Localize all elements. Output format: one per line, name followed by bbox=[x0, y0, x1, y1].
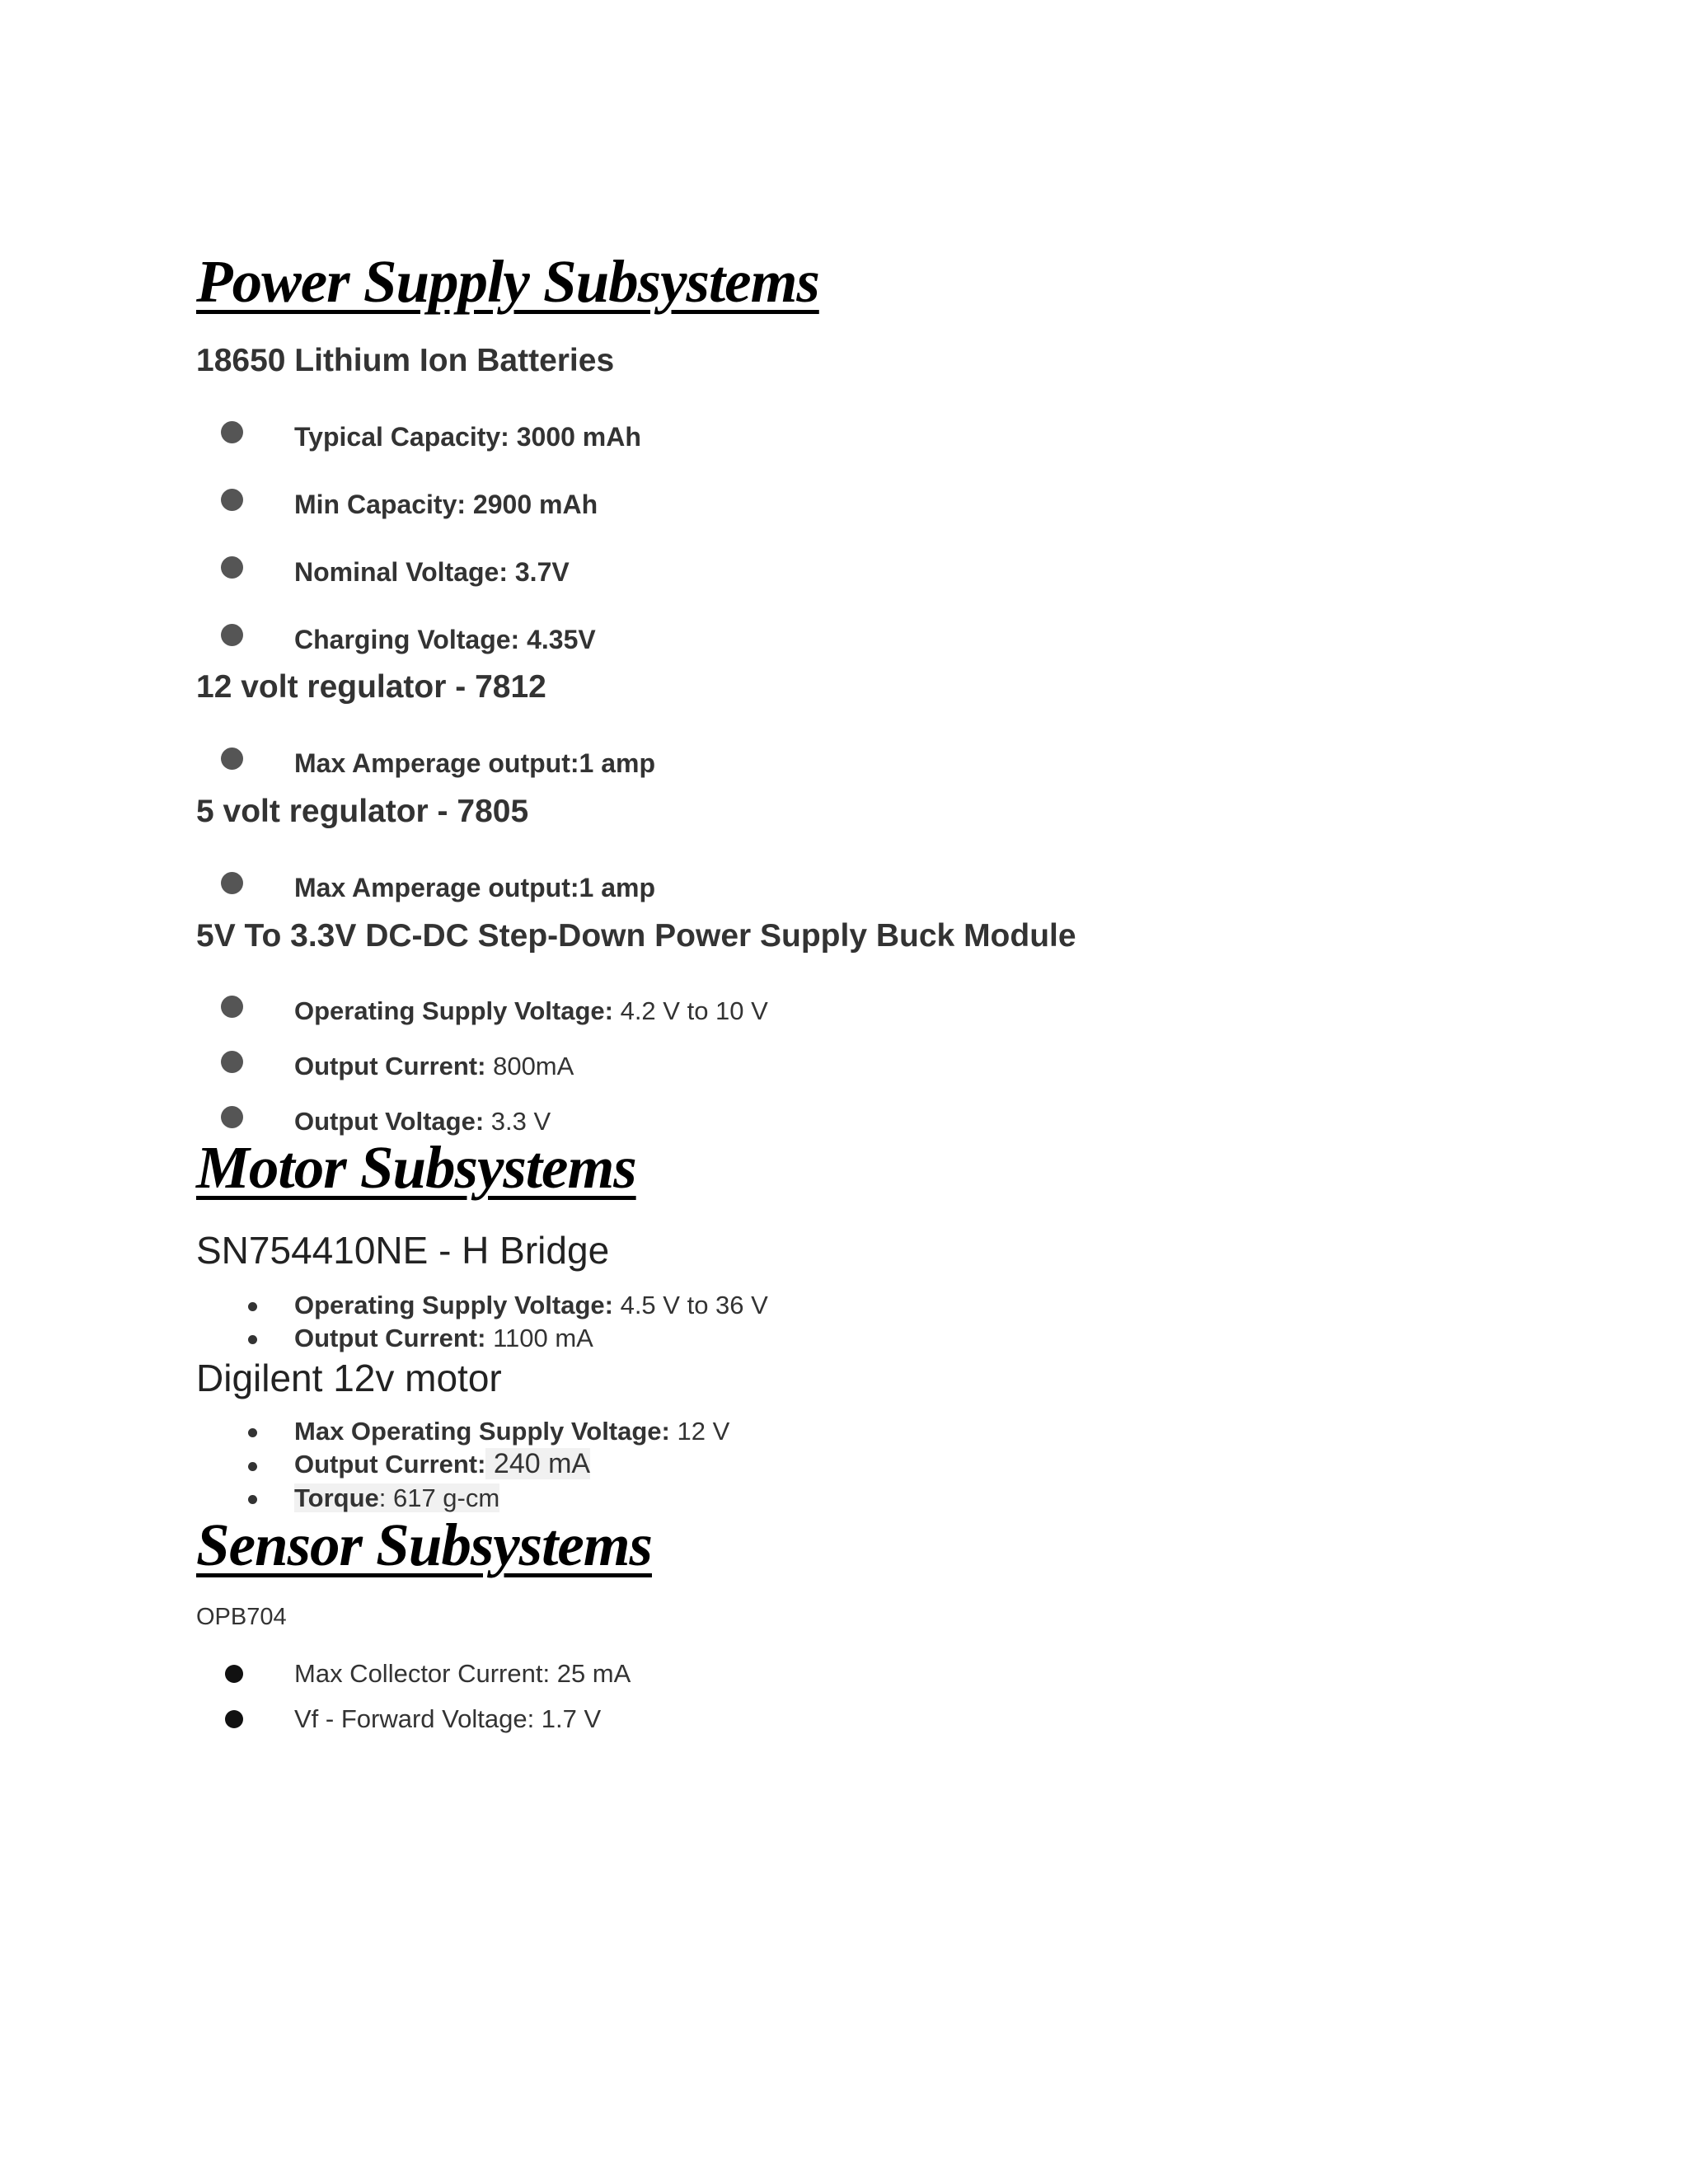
spec-value: 3.3 V bbox=[484, 1107, 551, 1136]
spec-label: Output Voltage: bbox=[294, 1107, 485, 1136]
buck-spec-item bbox=[294, 1107, 551, 1137]
reg5-spec-item: Max Amperage output:1 amp bbox=[294, 873, 655, 902]
hbridge-spec-item bbox=[294, 1291, 768, 1320]
spec-value: 4.2 V to 10 V bbox=[612, 996, 768, 1025]
heading-buck: 5V To 3.3V DC-DC Step-Down Power Supply Buck Module bbox=[196, 918, 1076, 954]
bullet-icon bbox=[248, 1428, 257, 1437]
heading-opb704: OPB704 bbox=[196, 1604, 287, 1630]
buck-spec-item bbox=[294, 1052, 574, 1081]
spec-value: 12 V bbox=[669, 1417, 730, 1446]
motor-spec-item bbox=[294, 1417, 729, 1446]
spec-value: : 617 g-cm bbox=[378, 1483, 500, 1512]
bullet-icon bbox=[221, 1051, 243, 1073]
section-title-motor: Motor Subsystems bbox=[196, 1134, 636, 1201]
section-title-sensor: Sensor Subsystems bbox=[196, 1511, 652, 1578]
spec-label: Torque bbox=[294, 1483, 379, 1512]
battery-spec-item: Nominal Voltage: 3.7V bbox=[294, 557, 570, 587]
heading-hbridge: SN754410NE - H Bridge bbox=[196, 1229, 610, 1272]
spec-label: Operating Supply Voltage: bbox=[294, 1291, 613, 1319]
bullet-icon bbox=[221, 489, 243, 511]
spec-value: 4.5 V to 36 V bbox=[612, 1291, 768, 1319]
sensor-spec-item: Max Collector Current: 25 mA bbox=[294, 1659, 631, 1688]
bullet-icon bbox=[248, 1462, 257, 1471]
battery-spec-item: Typical Capacity: 3000 mAh bbox=[294, 422, 641, 452]
heading-batteries: 18650 Lithium Ion Batteries bbox=[196, 343, 615, 378]
hbridge-spec-item bbox=[294, 1324, 593, 1353]
motor-spec-item bbox=[294, 1448, 590, 1480]
battery-spec-item: Min Capacity: 2900 mAh bbox=[294, 490, 598, 519]
bullet-icon bbox=[221, 996, 243, 1018]
spec-label: Operating Supply Voltage: bbox=[294, 996, 613, 1025]
spec-label: Output Current: bbox=[294, 1450, 486, 1479]
spec-label: Output Current: bbox=[294, 1324, 486, 1352]
spec-label: Output Current: bbox=[294, 1052, 486, 1080]
spec-label: Max Operating Supply Voltage: bbox=[294, 1417, 670, 1446]
bullet-icon bbox=[221, 421, 243, 443]
heading-motor: Digilent 12v motor bbox=[196, 1357, 502, 1399]
heading-reg5: 5 volt regulator - 7805 bbox=[196, 794, 529, 829]
spec-value: 240 mA bbox=[485, 1448, 591, 1479]
buck-spec-item bbox=[294, 996, 768, 1026]
bullet-icon bbox=[225, 1665, 243, 1683]
bullet-icon bbox=[221, 624, 243, 646]
motor-spec-item bbox=[294, 1483, 499, 1513]
battery-spec-item: Charging Voltage: 4.35V bbox=[294, 625, 596, 654]
bullet-icon bbox=[248, 1335, 257, 1344]
bullet-icon bbox=[221, 556, 243, 579]
spec-value: 800mA bbox=[485, 1052, 574, 1080]
reg12-spec-item: Max Amperage output:1 amp bbox=[294, 748, 655, 778]
section-title-power: Power Supply Subsystems bbox=[196, 248, 819, 315]
bullet-icon bbox=[221, 748, 243, 770]
heading-reg12: 12 volt regulator - 7812 bbox=[196, 669, 546, 705]
sensor-spec-item: Vf - Forward Voltage: 1.7 V bbox=[294, 1704, 602, 1733]
bullet-icon bbox=[248, 1302, 257, 1311]
bullet-icon bbox=[225, 1710, 243, 1728]
bullet-icon bbox=[248, 1495, 257, 1504]
bullet-icon bbox=[221, 872, 243, 894]
spec-value: 1100 mA bbox=[485, 1324, 593, 1352]
bullet-icon bbox=[221, 1106, 243, 1128]
